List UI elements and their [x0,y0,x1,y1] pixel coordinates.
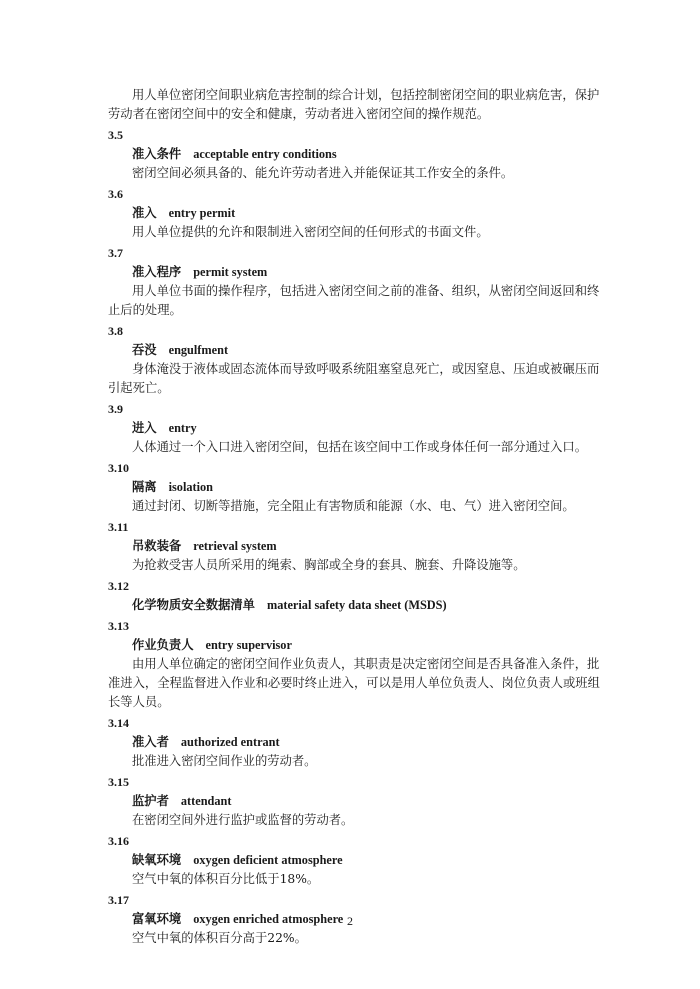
entry-definition-line: 用人单位书面的操作程序，包括进入密闭空间之前的准备、组织，从密闭空间返回和终 [132,284,600,298]
term-english: retrieval system [193,539,277,553]
definition-entry [108,832,608,889]
entry-number: 3.17 [108,893,129,907]
entry-number: 3.6 [108,187,123,201]
term-chinese: 富氧环境 [132,911,182,926]
definition-entry [108,617,608,712]
term-chinese: 准入 [132,205,157,220]
definition-entry [108,459,608,516]
term-english: attendant [180,794,232,808]
page-number: 2 [347,914,353,928]
entry-term [108,635,608,655]
definition-entry [108,400,608,457]
term-english: acceptable entry conditions [193,147,337,161]
definition-entry [108,518,608,575]
entry-term [108,418,608,438]
term-english: isolation [168,480,214,494]
entry-term [108,262,608,282]
entry-term [108,203,608,223]
term-chinese: 进入 [132,420,157,435]
term-english: material safety data sheet (MSDS) [266,598,447,612]
definition-entry [108,185,608,242]
entry-term [108,144,608,164]
entry-number: 3.10 [108,461,129,475]
definition-entry [108,577,608,615]
term-chinese: 隔离 [132,479,157,494]
term-english: entry [168,421,197,435]
entry-definition-line: 空气中氧的体积百分高于22%。 [132,931,307,945]
entry-number: 3.7 [108,246,123,260]
entry-number: 3.8 [108,324,123,338]
entry-number: 3.11 [108,520,129,534]
entry-definition-line: 长等人员。 [108,695,170,709]
entry-definition-line: 为抢救受害人员所采用的绳索、胸部或全身的套具、腕套、升降设施等。 [132,558,526,572]
entry-number: 3.12 [108,579,129,593]
entry-number: 3.14 [108,716,129,730]
entry-definition-line: 由用人单位确定的密闭空间作业负责人，其职责是决定密闭空间是否具备准入条件，批 [132,657,600,671]
entry-definition-line: 批准进入密闭空间作业的劳动者。 [132,754,317,768]
entry-number: 3.5 [108,128,123,142]
entry-definition-line: 空气中氧的体积百分比低于18%。 [132,872,320,886]
definition-entry [108,773,608,830]
term-chinese: 缺氧环境 [132,852,182,867]
term-chinese: 作业负责人 [132,637,194,652]
entry-term [108,340,608,360]
entry-number: 3.9 [108,402,123,416]
entry-definition-line: 止后的处理。 [108,303,182,317]
term-english: authorized entrant [180,735,280,749]
document-body [108,86,608,948]
term-english: oxygen enriched atmosphere [193,912,344,926]
entry-definition-line: 准进入，全程监督进入作业和必要时终止进入，可以是用人单位负责人、岗位负责人或班组 [108,676,600,690]
term-english: entry permit [168,206,236,220]
term-chinese: 监护者 [132,793,169,808]
entry-number: 3.15 [108,775,129,789]
definition-entry [108,126,608,183]
term-english: oxygen deficient atmosphere [193,853,343,867]
entry-number: 3.13 [108,619,129,633]
term-chinese: 吊救装备 [132,538,182,553]
term-chinese: 准入者 [132,734,169,749]
entry-term [108,595,608,615]
definition-list [108,126,608,948]
entry-term [108,732,608,752]
entry-term [108,536,608,556]
entry-definition-line: 引起死亡。 [108,381,170,395]
term-english: permit system [193,265,268,279]
entry-definition-line: 身体淹没于液体或固态流体而导致呼吸系统阻塞窒息死亡，或因窒息、压迫或被碾压而 [132,362,600,376]
intro-line-2: 劳动者在密闭空间中的安全和健康，劳动者进入密闭空间的操作规范。 [108,107,490,121]
term-english: entry supervisor [205,638,292,652]
entry-definition-line: 密闭空间必须具备的、能允许劳动者进入并能保证其工作安全的条件。 [132,166,514,180]
intro-line-1: 用人单位密闭空间职业病危害控制的综合计划，包括控制密闭空间的职业病危害，保护 [132,88,600,102]
definition-entry [108,322,608,398]
term-chinese: 吞没 [132,342,157,357]
entry-definition-line: 在密闭空间外进行监护或监督的劳动者。 [132,813,354,827]
entry-definition-line: 用人单位提供的允许和限制进入密闭空间的任何形式的书面文件。 [132,225,489,239]
entry-definition-line: 通过封闭、切断等措施，完全阻止有害物质和能源（水、电、气）进入密闭空间。 [132,499,575,513]
entry-term [108,791,608,811]
entry-term [108,850,608,870]
term-chinese: 化学物质安全数据清单 [132,597,255,612]
term-chinese: 准入程序 [132,264,182,279]
term-chinese: 准入条件 [132,146,182,161]
entry-number: 3.16 [108,834,129,848]
entry-term [108,477,608,497]
definition-entry [108,244,608,320]
definition-entry [108,714,608,771]
term-english: engulfment [168,343,229,357]
entry-definition-line: 人体通过一个入口进入密闭空间，包括在该空间中工作或身体任何一部分通过入口。 [132,440,587,454]
